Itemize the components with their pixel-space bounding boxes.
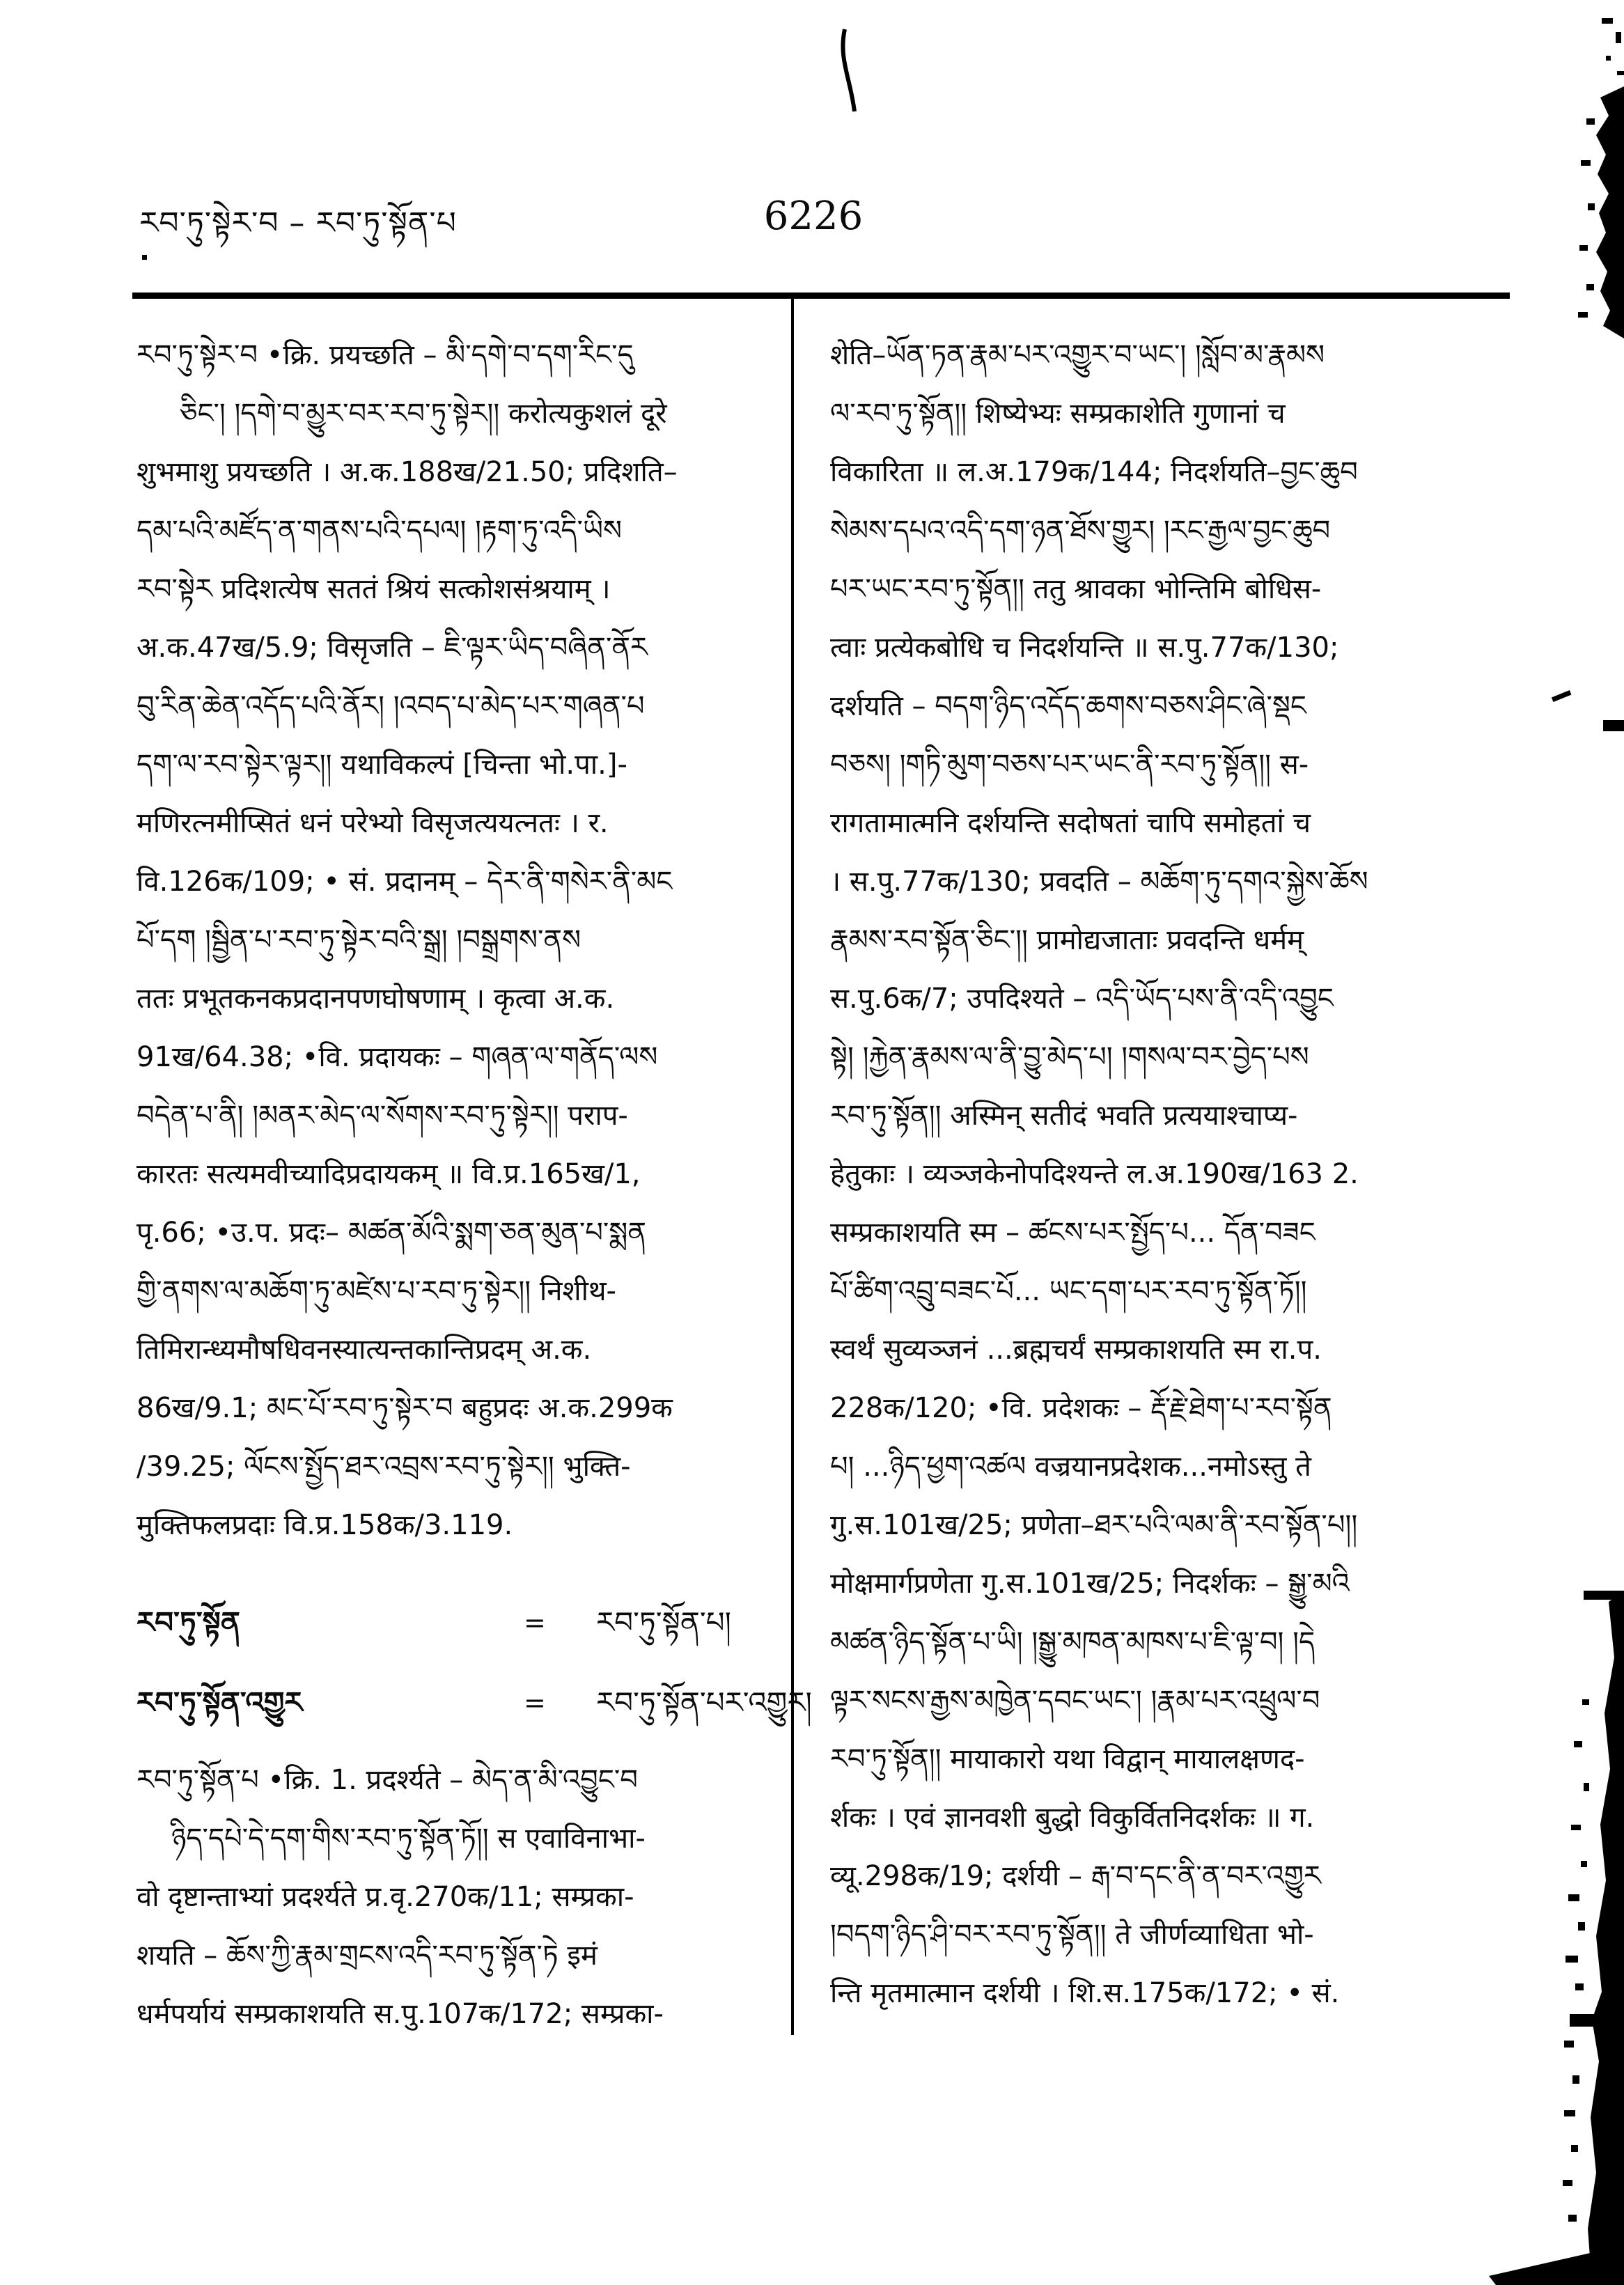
text-line: कारतः सत्यमवीच्यादिप्रदायकम् ॥ वि.प्र.165ख/1, bbox=[136, 1158, 641, 1190]
equivalence-value: རབ་ཏུ་སྟོན་པ། bbox=[596, 1605, 731, 1639]
text-line: ལྟར་སངས་རྒྱས་མཁྱེན་དབང་ཡང༌། །རྣམ་པར་འཕྲུལ་བ bbox=[830, 1685, 1320, 1717]
ink-dot bbox=[142, 255, 147, 260]
text-line: न्ति मृतमात्मान दर्शयी । शि.स.175क/172; • सं. bbox=[830, 1977, 1340, 2009]
edge-dash bbox=[1603, 720, 1624, 731]
equivalence-term: རབ་ཏུ་སྟོན་འགྱུར bbox=[136, 1685, 303, 1719]
text-line: པོ་ཚིག་འབྲུ་བཟང་པོ... ཡང་དག་པར་རབ་ཏུ་སྟོན་ཏོ།། bbox=[830, 1275, 1307, 1307]
text-line: རབ་ཏུ་སྟོན།། अस्मिन् सतीदं भवति प्रत्ययाश्चाप्य- bbox=[830, 1100, 1298, 1132]
text-line: སྟེ། །རྐྱེན་རྣམས་ལ་ནི་བྱུ་མེད་པ། །གསལ་བར་བྱེད་པས bbox=[830, 1041, 1309, 1073]
text-line: པོ་དག །སྦྱིན་པ་རབ་ཏུ་སྟེར་བའི་སྒྲ། །བསྒྲགས་ནས bbox=[136, 924, 581, 956]
text-line: तिमिरान्ध्यमौषधिवनस्यात्यन्तकान्तिप्रदम् अ.क. bbox=[136, 1334, 592, 1366]
equals-sign: = bbox=[524, 1607, 546, 1638]
text-line: र्शकः । एवं ज्ञानवशी बुद्धो विकुर्वितनिदर्शकः ॥ ग. bbox=[830, 1802, 1315, 1834]
edge-dash bbox=[1570, 2014, 1624, 2027]
text-line: གྱི་ནགས་ལ་མཆོག་ཏུ་མཛེས་པ་རབ་ཏུ་སྟེར།། निशीथ- bbox=[136, 1275, 616, 1307]
text-line: 228क/120; •वि. प्रदेशकः – རྡོ་རྗེ་ཐེག་པ་རབ་སྟོན bbox=[830, 1392, 1332, 1424]
text-line: ततः प्रभूतकनकप्रदानपणघोषणाम् । कृत्वा अ.क. bbox=[136, 983, 615, 1015]
tick-mark bbox=[1552, 690, 1572, 702]
equivalence-value: རབ་ཏུ་སྟོན་པར་འགྱུར། bbox=[596, 1685, 812, 1719]
entry-headword-line: རབ་ཏུ་སྟེར་བ •क्रि. प्रयच्छति – མི་དགེ་བ་དག་རིང་དུ bbox=[136, 339, 634, 371]
text-line: མཚན་ཉིད་སྟོན་པ་ཡི། །སྒྱུ་མཁན་མཁས་པ་ཇི་ལྟ་བ། །དེ bbox=[830, 1626, 1315, 1658]
text-line: वो दृष्टान्ताभ्यां प्रदर्श्यते प्र.वृ.270क/11; सम्प्रका- bbox=[136, 1881, 634, 1913]
text-line: 91ख/64.38; •वि. प्रदायकः – གཞན་ལ་གནོད་ལས bbox=[136, 1041, 658, 1073]
binding-shadow-bottom bbox=[1588, 1591, 1624, 2285]
text-line: །བདག་ཉིད་ཤི་བར་རབ་ཏུ་སྟོན།། ते जीर्णव्याधिता भो- bbox=[830, 1919, 1314, 1951]
text-line: རབ་སྟེར प्रदिशत्येष सततं श्रियं सत्कोशसंश्रयाम् । bbox=[136, 573, 611, 605]
text-line: རབ་ཏུ་སྟོན།། मायाकारो यथा विद्वान् मायालक्षणद- bbox=[830, 1743, 1305, 1775]
text-line: स्वर्थं सुव्यञ्जनं ...ब्रह्मचर्यं सम्प्रकाशयति स्म रा.प. bbox=[830, 1334, 1322, 1366]
text-line: स.पु.6क/7; उपदिश्यते – འདི་ཡོད་པས་ནི་འདི་འབྱུང bbox=[830, 983, 1334, 1015]
text-line: རྣམས་རབ་སྟོན་ཅིང༌།། प्रामोद्यजाताः प्रवदन्ति धर्मम् bbox=[830, 924, 1304, 956]
text-line: शुभमाशु प्रयच्छति । अ.क.188ख/21.50; प्रदिशति– bbox=[136, 456, 678, 488]
text-line: अ.क.47ख/5.9; विसृजति – ཇི་ལྟར་ཡིད་བཞིན་ནོར bbox=[136, 632, 648, 664]
text-line: गु.स.101ख/25; प्रणेता–ཐར་པའི་ལམ་ནི་རབ་སྟོན་པ།། bbox=[830, 1509, 1358, 1541]
page-number: 6226 bbox=[763, 194, 864, 239]
equals-sign: = bbox=[524, 1687, 546, 1718]
running-head: རབ་ཏུ་སྟེར་བ – རབ་ཏུ་སྟོན་པ bbox=[139, 205, 457, 241]
text-line: པ། ...ཉིད་ཕྱག་འཚལ वज्रयानप्रदेशक...नमोऽस्तु ते bbox=[830, 1451, 1311, 1483]
text-line: शयति – ཆོས་ཀྱི་རྣམ་གྲངས་འདི་རབ་ཏུ་སྟོན་ཏེ इमं bbox=[136, 1940, 598, 1972]
text-line: ལ་རབ་ཏུ་སྟོན།། शिष्येभ्यः सम्प्रकाशेति गुणानां च bbox=[830, 398, 1286, 430]
right-column bbox=[830, 326, 1513, 2022]
text-line: व्यू.298क/19; दर्शयी – རྒ་བ་དང་ནི་ན་བར་འགྱུར bbox=[830, 1860, 1321, 1892]
entry-headword-line: རབ་ཏུ་སྟོན་པ •क्रि. 1. प्रदर्श्यते – མེད་ན་མི་འབྱུང་བ bbox=[136, 1764, 638, 1796]
text-line: དག་ལ་རབ་སྟེར་ལྟར།། यथाविकल्पं [चिन्ता भो.पा.]- bbox=[136, 749, 627, 781]
text-line: शेति–ཡོན་ཏན་རྣམ་པར་འགྱུར་བ་ཡང༌། །སློབ་མ་རྣམས bbox=[830, 339, 1325, 371]
text-line: । स.पु.77क/130; प्रवदति – མཆོག་ཏུ་དགའ་སྐྱེས་ཆོས bbox=[830, 866, 1368, 898]
column-divider-rule bbox=[791, 295, 794, 2035]
text-line: त्वाः प्रत्येकबोधि च निदर्शयन्ति ॥ स.पु.77क/130; bbox=[830, 632, 1339, 664]
text-line: ཉིད་དཔེ་དེ་དག་གིས་རབ་ཏུ་སྟོན་ཏོ།། स एवाविनाभा- bbox=[171, 1823, 646, 1855]
header-rule bbox=[132, 293, 1510, 299]
text-line: वि.126क/109; • सं. प्रदानम् – དེར་ནི་གསེར་ནི་མང bbox=[136, 866, 673, 898]
text-line: བུ་རིན་ཆེན་འདོད་པའི་ནོར། །འབད་པ་མེད་པར་གཞན་པ bbox=[136, 690, 645, 722]
text-line: रागतामात्मनि दर्शयन्ति सदोषतां चापि समोहतां च bbox=[830, 807, 1311, 839]
text-line: मोक्षमार्गप्रणेता गु.स.101ख/25; निदर्शकः – སྒྱུ་མའི bbox=[830, 1568, 1350, 1600]
bottom-flare bbox=[1489, 2245, 1624, 2285]
text-line: /39.25; ལོངས་སྤྱོད་ཐར་འབྲས་རབ་ཏུ་སྟེར།། भुक्ति- bbox=[136, 1451, 631, 1483]
text-line: सम्प्रकाशयति स्म – ཚངས་པར་སྤྱོད་པ... དོན་བཟང bbox=[830, 1217, 1315, 1249]
text-line: པར་ཡང་རབ་ཏུ་སྟོན།། ततु श्रावका भोन्तिमि बोधिस- bbox=[830, 573, 1322, 605]
text-line: སེམས་དཔའ་འདི་དག་ཉན་ཐོས་གྱུར། །རང་རྒྱལ་བྱང་ཆུབ bbox=[830, 515, 1331, 547]
text-line: दर्शयति – བདག་ཉིད་འདོད་ཆགས་བཅས་ཤིང་ཞེ་སྡང bbox=[830, 690, 1306, 722]
text-line: དམ་པའི་མཛོད་ན་གནས་པའི་དཔལ། །རྟག་ཏུ་འདི་ཡིས bbox=[136, 515, 622, 547]
pen-stroke-mark bbox=[843, 29, 854, 111]
equivalence-row bbox=[136, 1593, 788, 1652]
text-line: ཅིང༌། །དགེ་བ་མྱུར་བར་རབ་ཏུ་སྟེར།། करोत्यकुशलं दूरे bbox=[180, 398, 667, 430]
binding-shadow-top bbox=[1596, 86, 1624, 338]
equivalence-row bbox=[136, 1674, 812, 1732]
text-line: धर्मपर्यायं सम्प्रकाशयति स.पु.107क/172; सम्प्रका- bbox=[136, 1998, 664, 2030]
left-column bbox=[136, 326, 812, 2043]
text-line: हेतुकाः । व्यञ्जकेनोपदिश्यन्ते ल.अ.190ख/163 2. bbox=[830, 1158, 1359, 1190]
text-line: मणिरत्नमीप्सितं धनं परेभ्यो विसृजत्ययत्नतः । र. bbox=[136, 807, 609, 839]
text-line: मुक्तिफलप्रदाः वि.प्र.158क/3.119. bbox=[136, 1509, 513, 1541]
text-line: བཅས། །གཏི་མུག་བཅས་པར་ཡང་ནི་རབ་ཏུ་སྟོན།། स- bbox=[830, 749, 1309, 781]
equivalence-term: རབ་ཏུ་སྟོན bbox=[136, 1605, 240, 1639]
text-line: བདེན་པ་ནི། །མནར་མེད་ལ་སོགས་རབ་ཏུ་སྟེར།། पराप- bbox=[136, 1100, 628, 1132]
text-line: विकारिता ॥ ल.अ.179क/144; निदर्शयति–བྱང་ཆུབ bbox=[830, 456, 1358, 488]
text-line: 86ख/9.1; མང་པོ་རབ་ཏུ་སྟེར་བ बहुप्रदः अ.क.299क bbox=[136, 1392, 673, 1424]
text-line: पृ.66; •उ.प. प्रदः– མཚན་མོའི་སྨག་ཅན་མུན་པ་སྨན bbox=[136, 1217, 646, 1249]
